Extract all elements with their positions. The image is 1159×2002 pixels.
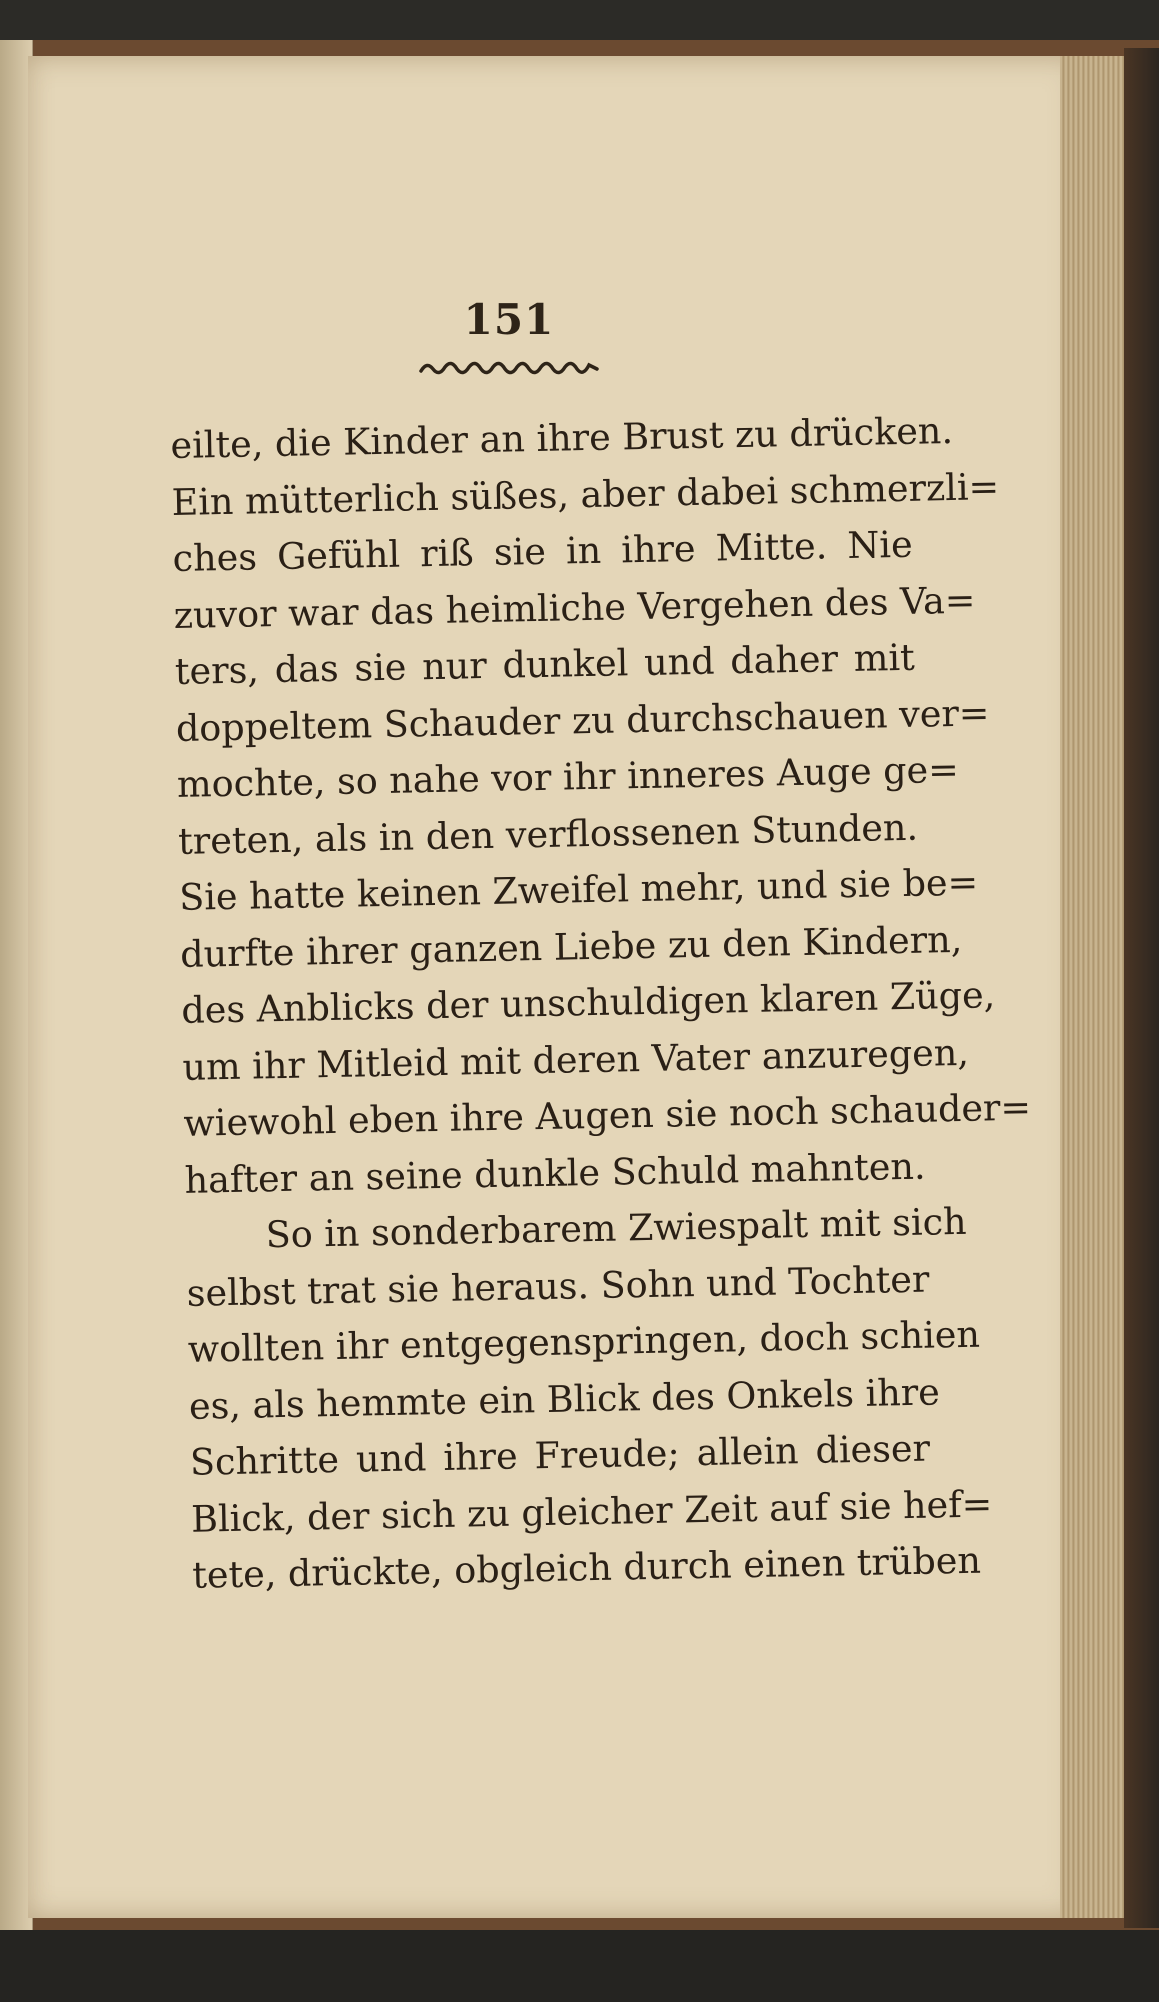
text-line: Schritte und ihre Freude; allein dieser: [189, 1426, 931, 1484]
text-line: ches Gefühl riß sie in ihre Mitte. Nie: [172, 522, 913, 580]
text-line: eilte, die Kinder an ihre Brust zu drücken.: [170, 408, 954, 467]
text-line: selbst trat sie heraus. Sohn und Tochter: [186, 1257, 930, 1315]
text-line: mochte, so nahe vor ihr inneres Auge ge=: [176, 747, 960, 806]
book-cover-edge: [1124, 48, 1159, 1928]
text-line: So in sonderbarem Zwiespalt mit sich: [265, 1199, 967, 1257]
text-line: durfte ihrer ganzen Liebe zu den Kindern,: [179, 917, 963, 976]
text-line: es, als hemmte ein Blick des Onkels ihre: [188, 1369, 941, 1428]
page-number: 151: [463, 295, 555, 344]
body-text: [170, 404, 1032, 1604]
wave-ornament-icon: [419, 355, 601, 379]
text-line: doppeltem Schauder zu durchschauen ver=: [175, 690, 990, 750]
text-line: treten, als in den verflossenen Stunden.: [177, 805, 919, 863]
text-line: um ihr Mitleid mit deren Vater anzuregen,: [182, 1030, 970, 1089]
text-line: wiewohl eben ihre Augen sie noch schauder=: [183, 1085, 1032, 1145]
text-line: Sie hatte keinen Zweifel mehr, und sie be=: [178, 860, 979, 919]
text-line: wollten ihr entgegenspringen, doch schien: [187, 1312, 981, 1371]
text-line: hafter an seine dunkle Schuld mahnten.: [184, 1144, 926, 1202]
page-stack-edge: [1060, 56, 1124, 1918]
background-bottom: [0, 1930, 1159, 2002]
text-line: zuvor war das heimliche Vergehen des Va=: [173, 578, 976, 637]
text-line: Ein mütterlich süßes, aber dabei schmerzli=: [171, 464, 1000, 524]
text-line: des Anblicks der unschuldigen klaren Züge,: [180, 973, 996, 1032]
text-line: ters, das sie nur dunkel und daher mit: [174, 635, 916, 693]
text-line: tete, drückte, obgleich durch einen trüben: [191, 1538, 982, 1597]
text-line: Blick, der sich zu gleicher Zeit auf sie hef=: [190, 1481, 993, 1541]
